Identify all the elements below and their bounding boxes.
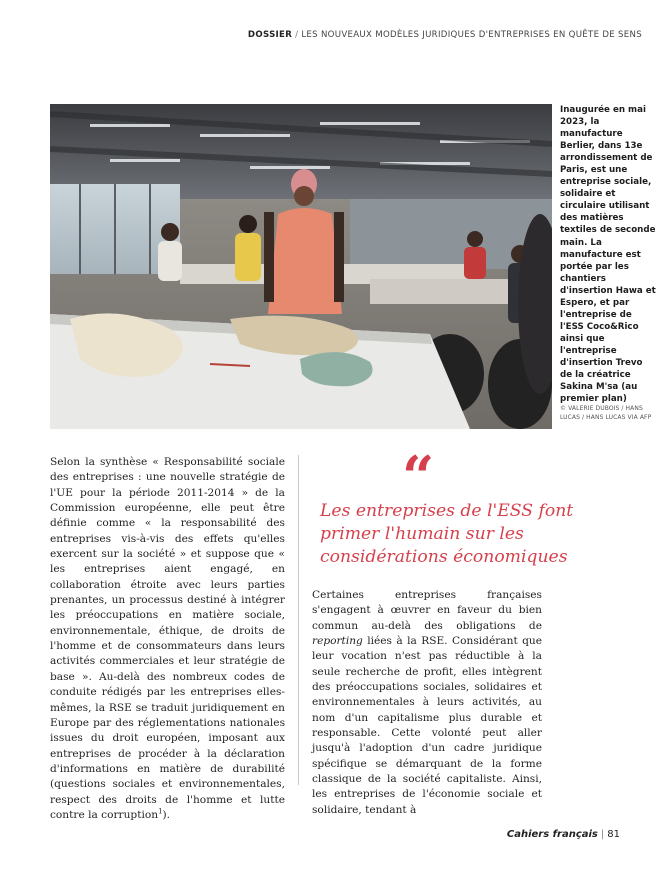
photo-caption: Inaugurée en mai 2023, la manufacture Berlier, dans 13e arrondissement de Paris, est une entreprise sociale, solidaire et circulaire utilisant des matières textiles de seconde main. La manufacture est portée par les chantiers d'insertion Hawa et Espero, et par l'entreprise de l'ESS Coco&Rico ainsi que l'entreprise d'insertion Trevo de la créatrice Sakina M'sa (au premier plan) [560,105,656,405]
footnote-ref[interactable]: 1 [158,807,163,816]
running-header [232,30,642,40]
photo-credit: © VALERIE DUBOIS / HANS LUCAS / HANS LUCAS VIA AFP [560,405,652,421]
left-column-end: ). [162,808,171,821]
column-divider [298,455,299,785]
right-column-part1: Certaines entreprises françaises s'engagent à œuvrer en faveur du bien commun au-delà des obligations de [312,589,542,632]
section-title: LES NOUVEAUX MODÈLES JURIDIQUES D'ENTREPRISES EN QUÊTE DE SENS [301,30,642,40]
page-number: 81 [607,829,620,840]
pull-quote: Les entreprises de l'ESS font primer l'humain sur les considérations économiques [320,501,574,567]
right-column-part2: liées à la RSE. Considérant que leur vocation n'est pas réductible à la seule recherche de profit, elles intègrent des préoccupations sociales, solidaires et environnementales à leurs activités, au nom d'un capitalisme plus durable et responsable. Cette volonté peut aller jusqu'à l'adoption d'un cadre juridique spécifique se démarquant de la forme classique de la société capitaliste. Ainsi, les entreprises de l'économie sociale et solidaire, tendant à [312,635,542,816]
reporting-term: reporting [312,635,363,648]
quote-mark: “ [402,444,435,510]
body-column-right [312,588,542,818]
workshop-photo [50,104,552,429]
footer-separator: | [600,829,605,840]
section-kicker: DOSSIER [247,30,293,40]
magazine-name: Cahiers français [506,829,598,840]
left-column-text: Selon la synthèse « Responsabilité sociale des entreprises : une nouvelle stratégie de l'UE pour la période 2011-2014 » de la Commission européenne, elle peut être définie comme « la responsabilité des entreprises vis-à-vis des effets qu'elles exercent sur la société » et suppose que « les entreprises aient engagé, en collaboration étroite avec leurs parties prenantes, un processus destiné à intégrer les préoccupations en matière sociale, environnementale, éthique, de droits de l'homme et de consommateurs dans leurs activités commerciales et leur stratégie de base ». Au-delà des nombreux codes de conduite rédigés par les entreprises elles-mêmes, la RSE se traduit juridiquement en Europe par des réglementations nationales issues du droit européen, imposant aux entreprises de procéder à la déclaration d'informations en matière de durabilité (questions sociales et environnementales, respect des droits de l'homme et lutte contre la corruption [50,456,285,821]
header-separator: / [295,30,299,40]
body-column-left [50,455,285,823]
page-footer [470,829,620,840]
